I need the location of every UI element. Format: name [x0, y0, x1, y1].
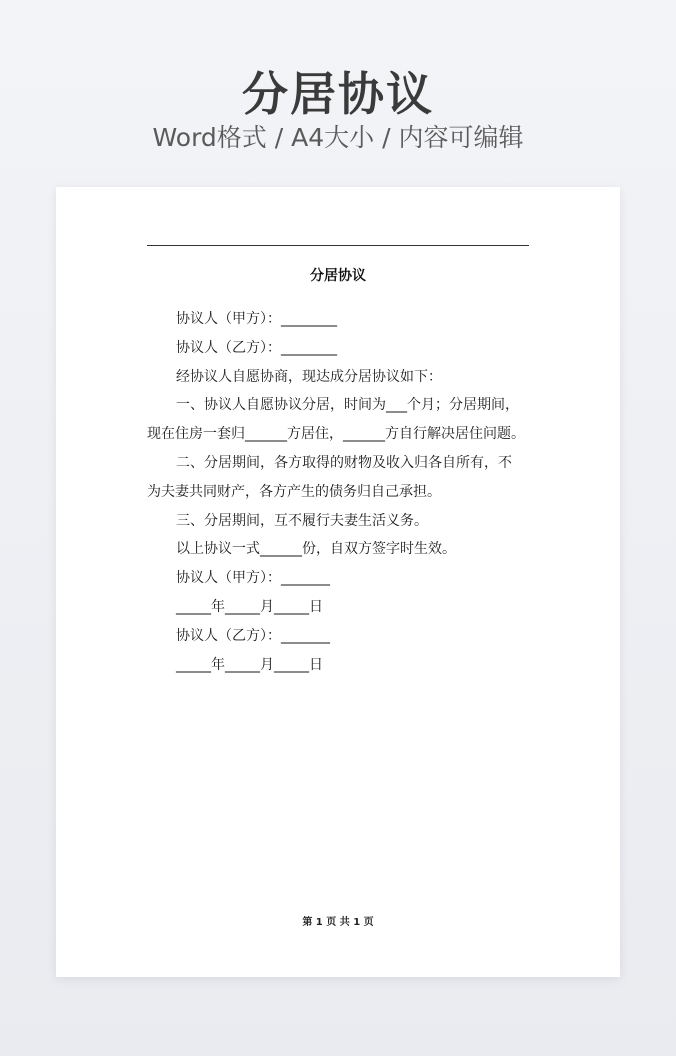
clause-2-line-1: 二、分居期间，各方取得的财物及收入归各自所有，不	[176, 454, 512, 471]
document-page	[56, 187, 620, 977]
clause-1-line-1: 一、协议人自愿协议分居，时间为___个月；分居期间，	[176, 397, 519, 414]
document-body	[147, 305, 537, 679]
header-rule	[147, 245, 529, 246]
signature-party-b: 协议人（乙方）：_______	[176, 627, 330, 644]
banner-title: 分居协议	[242, 67, 434, 121]
effective-paragraph: 以上协议一式______份，自双方签字时生效。	[176, 541, 456, 558]
clause-1-line-2: 现在住房一套归______方居住，______方自行解决居住问题。	[147, 426, 525, 443]
page-footer: 第 1 页 共 1 页	[302, 917, 374, 928]
signature-date-a: _____年_____月_____日	[176, 598, 323, 615]
signature-party-a: 协议人（甲方）：_______	[176, 570, 330, 587]
intro-paragraph: 经协议人自愿协商，现达成分居协议如下：	[176, 368, 442, 385]
clause-3-paragraph: 三、分居期间，互不履行夫妻生活义务。	[176, 512, 428, 529]
banner-subtitle: Word格式 / A4大小 / 内容可编辑	[152, 123, 524, 152]
party-a-line: 协议人（甲方）：________	[176, 311, 337, 327]
clause-2-line-2: 为夫妻共同财产，各方产生的债务归自己承担。	[147, 483, 441, 500]
signature-date-b: _____年_____月_____日	[176, 656, 323, 673]
party-b-line: 协议人（乙方）：________	[176, 339, 337, 356]
document-title: 分居协议	[310, 268, 366, 284]
